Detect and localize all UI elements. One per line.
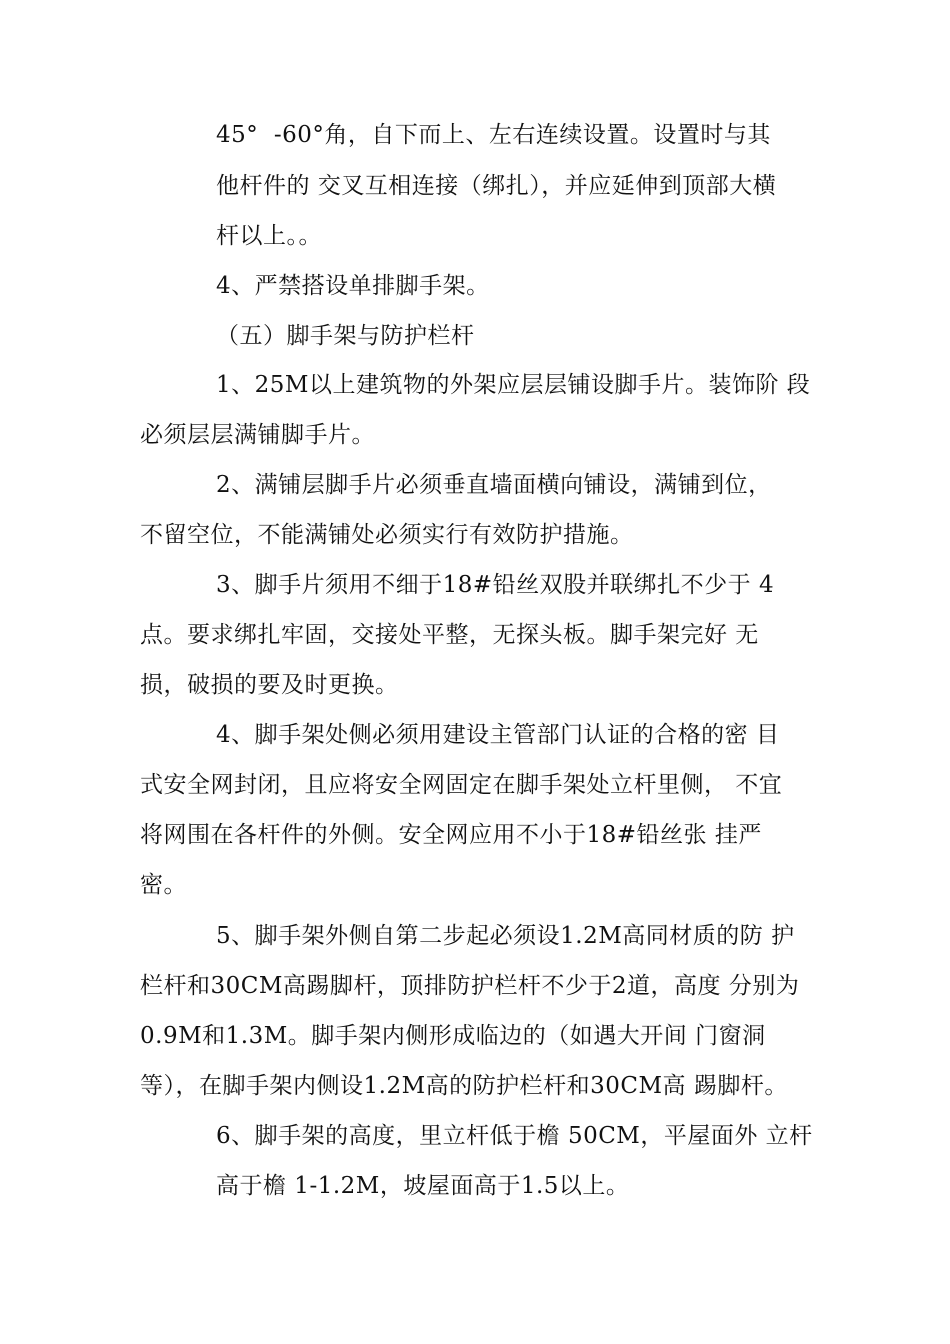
text-line: 等），在脚手架内侧设1.2M高的防护栏杆和30CM高 踢脚杆。 xyxy=(140,1073,788,1099)
text-line: 6、脚手架的高度，里立杆低于檐 50CM，平屋面外 立杆 xyxy=(216,1123,813,1149)
text-line: 4、脚手架处侧必须用建设主管部门认证的合格的密 目 xyxy=(216,722,780,748)
text-line: 杆以上。。 xyxy=(216,223,322,249)
text-line: 高于檐 1-1.2M，坡屋面高于1.5以上。 xyxy=(216,1173,630,1199)
text-line: 必须层层满铺脚手片。 xyxy=(140,422,375,448)
text-line: 式安全网封闭，且应将安全网固定在脚手架处立杆里侧， 不宜 xyxy=(140,772,783,798)
text-line: 点。要求绑扎牢固，交接处平整，无探头板。脚手架完好 无 xyxy=(140,622,759,648)
text-line: 他杆件的 交叉互相连接（绑扎），并应延伸到顶部大横 xyxy=(216,173,777,199)
text-line: 将网围在各杆件的外侧。安全网应用不小于18#铅丝张 挂严 xyxy=(140,822,762,848)
text-line: 45° -60°角，自下而上、左右连续设置。设置时与其 xyxy=(216,122,771,148)
text-line: 4、严禁搭设单排脚手架。 xyxy=(216,273,490,299)
text-line: 栏杆和30CM高踢脚杆，顶排防护栏杆不少于2道，高度 分别为 xyxy=(140,973,800,999)
text-line: 损，破损的要及时更换。 xyxy=(140,672,399,698)
text-line: 3、脚手片须用不细于18#铅丝双股并联绑扎不少于 4 xyxy=(216,572,775,598)
text-line: 1、25M以上建筑物的外架应层层铺设脚手片。装饰阶 段 xyxy=(216,372,811,398)
text-line: 不留空位，不能满铺处必须实行有效防护措施。 xyxy=(140,522,634,548)
text-line: 5、脚手架外侧自第二步起必须设1.2M高同材质的防 护 xyxy=(216,923,795,949)
text-line: 密。 xyxy=(140,872,187,898)
text-line: 2、满铺层脚手片必须垂直墙面横向铺设，满铺到位， xyxy=(216,472,772,498)
section-heading: （五）脚手架与防护栏杆 xyxy=(216,323,475,349)
text-line: 0.9M和1.3M。脚手架内侧形成临边的（如遇大开间 门窗洞 xyxy=(140,1023,766,1049)
